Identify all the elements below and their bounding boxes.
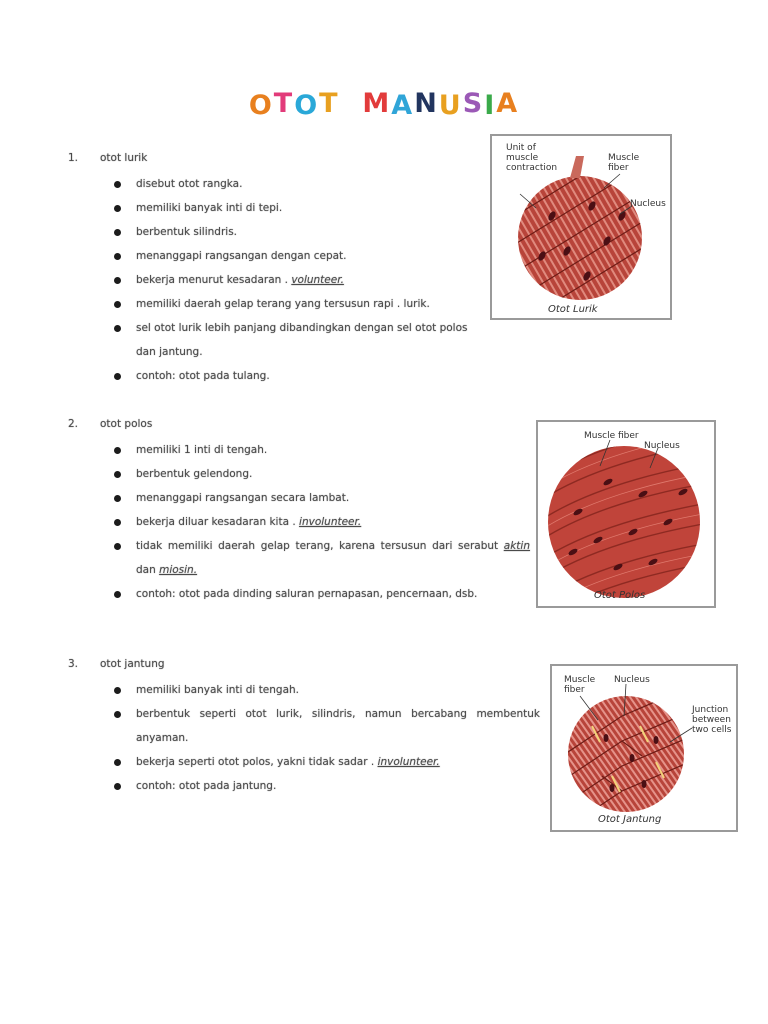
label-unit: Unit of muscle contraction [506, 143, 558, 173]
figure-otot-lurik [490, 134, 672, 320]
title-letter: U [438, 90, 463, 121]
list-item: memiliki banyak inti di tepi. [112, 196, 484, 220]
list-item [112, 750, 540, 774]
label-muscle-fiber: Muscle fiber [584, 431, 639, 441]
section-title: otot jantung [100, 658, 165, 670]
list-item-text: bekerja diluar kesadaran kita . [136, 516, 300, 528]
list-otot-polos [112, 438, 530, 606]
label-nucleus: Nucleus [630, 199, 666, 209]
title-letter [340, 90, 363, 121]
figure-caption: Otot Polos [594, 590, 646, 601]
title-letter: T [319, 88, 340, 119]
list-item: menanggapi rangsangan secara lambat. [112, 486, 530, 510]
list-item: sel otot lurik lebih panjang dibandingkan dengan sel otot polos dan jantung. [112, 316, 484, 364]
label-nucleus: Nucleus [644, 441, 680, 451]
list-item: contoh: otot pada dinding saluran pernapasan, pencernaan, dsb. [112, 582, 530, 606]
list-item: memiliki banyak inti di tengah. [112, 678, 540, 702]
emphasis-involunteer: involunteer. [377, 756, 440, 768]
list-item: berbentuk gelendong. [112, 462, 530, 486]
muscle-tissue-disc [518, 176, 642, 300]
emphasis-volunteer: volunteer. [291, 274, 344, 286]
figure-caption: Otot Lurik [548, 304, 598, 315]
list-item-text: bekerja seperti otot polos, yakni tidak sadar . [136, 756, 378, 768]
emphasis-miosin: miosin. [159, 564, 198, 576]
emphasis-involunteer: involunteer. [299, 516, 362, 528]
title-letter: T [273, 88, 295, 119]
title-letter: O [294, 90, 320, 121]
smooth-muscle-illustration [538, 422, 714, 606]
list-item: menanggapi rangsangan dengan cepat. [112, 244, 484, 268]
section-number: 3. [68, 658, 79, 670]
skeletal-muscle-illustration [492, 136, 670, 318]
list-item: disebut otot rangka. [112, 172, 484, 196]
title-letter: O [248, 90, 274, 121]
list-otot-lurik [112, 172, 484, 388]
label-junction: Junction between two cells [692, 705, 732, 735]
emphasis-aktin: aktin [503, 540, 530, 552]
title-letter: S [462, 88, 485, 119]
list-item [112, 268, 484, 292]
title-letter: A [391, 90, 415, 121]
list-item: berbentuk silindris. [112, 220, 484, 244]
list-item: berbentuk seperti otot lurik, silindris, namun bercabang membentuk anyaman. [112, 702, 540, 750]
cardiac-muscle-illustration [552, 666, 736, 830]
list-item [112, 534, 530, 582]
muscle-tissue-disc [568, 696, 684, 812]
list-item: contoh: otot pada tulang. [112, 364, 484, 388]
list-item [112, 510, 530, 534]
figure-otot-polos [536, 420, 716, 608]
list-otot-jantung [112, 678, 540, 798]
list-item-text: dan [136, 564, 160, 576]
list-item-text: tidak memiliki daerah gelap terang, karena tersusun dari serabut [136, 540, 504, 552]
title-letter: M [362, 88, 392, 119]
section-heading [68, 418, 152, 430]
label-muscle-fiber: Muscle fiber [608, 153, 640, 173]
figure-otot-jantung [550, 664, 738, 832]
title-letter: N [414, 88, 439, 119]
list-item: contoh: otot pada jantung. [112, 774, 540, 798]
page-title [0, 90, 768, 126]
figure-caption: Otot Jantung [598, 814, 662, 825]
list-item: memiliki daerah gelap terang yang tersusun rapi . lurik. [112, 292, 484, 316]
section-title: otot polos [100, 418, 153, 430]
section-heading [68, 152, 147, 164]
section-title: otot lurik [100, 152, 148, 164]
section-number: 2. [68, 418, 79, 430]
label-muscle-fiber: Muscle fiber [564, 675, 596, 695]
title-letter: A [496, 88, 520, 119]
title-letter: I [484, 90, 497, 121]
label-nucleus: Nucleus [614, 675, 650, 685]
list-item-text: bekerja menurut kesadaran . [136, 274, 292, 286]
section-number: 1. [68, 152, 79, 164]
list-item: memiliki 1 inti di tengah. [112, 438, 530, 462]
fiber-bundle [570, 156, 584, 178]
section-heading [68, 658, 165, 670]
